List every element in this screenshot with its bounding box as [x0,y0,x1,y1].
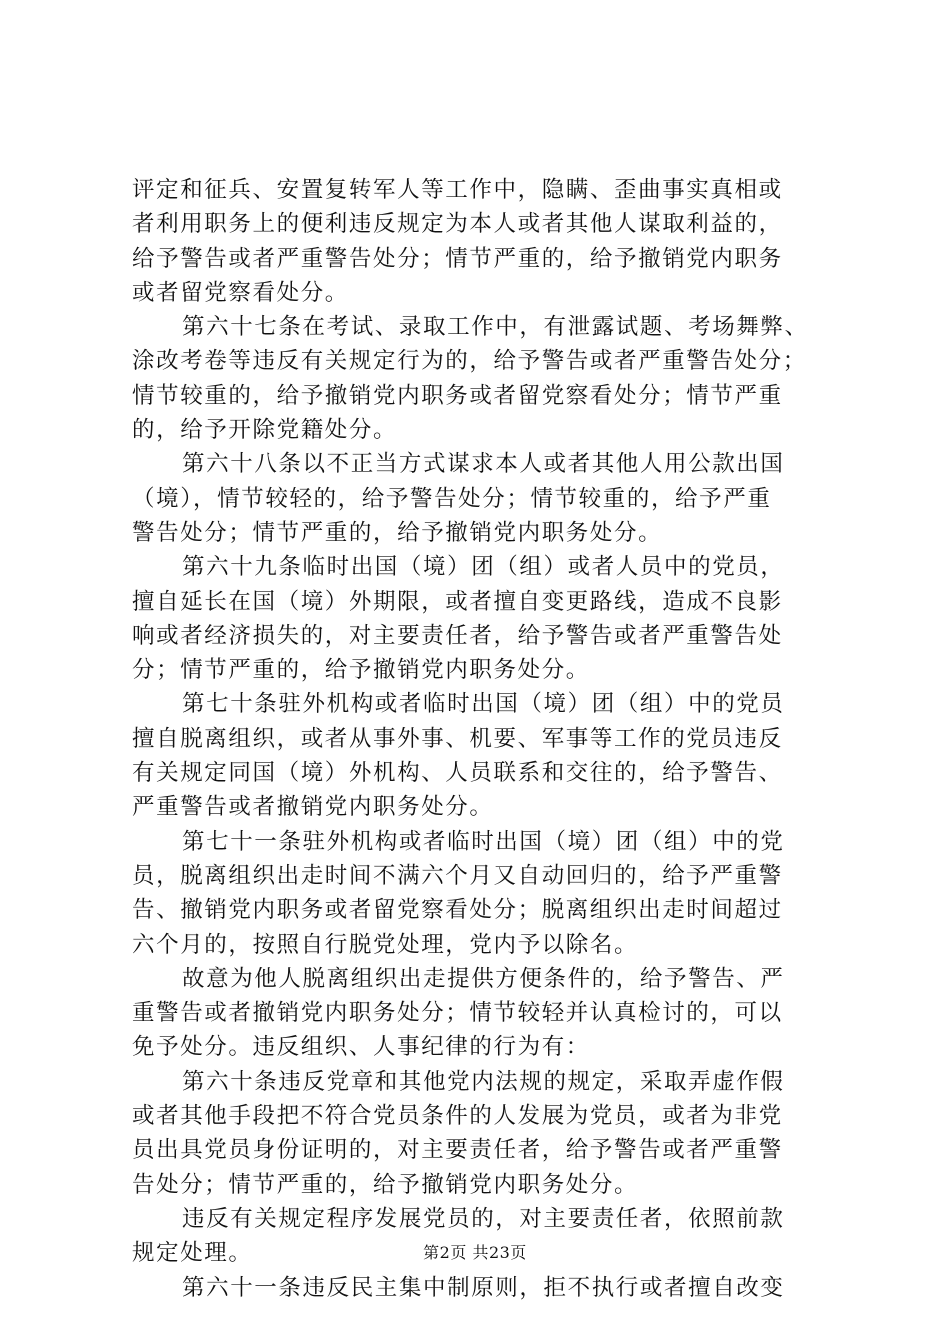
text-line: 评定和征兵、安置复转军人等工作中，隐瞒、歪曲事实真相或 [132,177,783,203]
page-number-footer: 第2页 共23页 [423,1243,527,1262]
text-line: 第六十一条违反民主集中制原则，拒不执行或者擅自改变 [182,1274,785,1301]
paragraph [132,687,828,824]
text-line: 分；情节严重的，给予撤销党内职务处分。 [132,657,590,684]
paragraph [132,962,828,1065]
paragraph [132,310,828,447]
text-line: 擅自延长在国（境）外期限，或者擅自变更路线，造成不良影 [132,588,783,615]
paragraph [132,447,828,550]
document-body [132,173,828,1305]
text-line: 第六十七条在考试、录取工作中，有泄露试题、考场舞弊、 [182,314,809,341]
text-line: 响或者经济损失的，对主要责任者，给予警告或者严重警告处 [132,622,783,649]
paragraph [132,173,828,310]
text-line: 涂改考卷等违反有关规定行为的，给予警告或者严重警告处分； [132,348,807,375]
text-line: 重警告或者撤销党内职务处分；情节较轻并认真检讨的，可以 [132,1000,783,1027]
text-line: 情节较重的，给予撤销党内职务或者留党察看处分；情节严重 [132,382,783,409]
text-line: 或者留党察看处分。 [132,279,349,306]
text-line: 或者其他手段把不符合党员条件的人发展为党员，或者为非党 [132,1103,783,1130]
text-line: 员出具党员身份证明的，对主要责任者，给予警告或者严重警 [132,1137,783,1164]
text-line: 给予警告或者严重警告处分；情节严重的，给予撤销党内职务 [132,245,783,272]
paragraph [132,825,828,962]
text-line: 免予处分。违反组织、人事纪律的行为有： [132,1034,590,1061]
text-line: 告处分；情节严重的，给予撤销党内职务处分。 [132,1171,639,1198]
text-line: 违反有关规定程序发展党员的，对主要责任者，依照前款 [182,1205,785,1232]
paragraph [132,550,828,687]
text-line: 第七十条驻外机构或者临时出国（境）团（组）中的党员 [182,691,785,718]
text-line: 告、撤销党内职务或者留党察看处分；脱离组织出走时间超过 [132,897,783,924]
text-line: 者利用职务上的便利违反规定为本人或者其他人谋取利益的， [132,211,783,238]
text-line: 擅自脱离组织，或者从事外事、机要、军事等工作的党员违反 [132,725,783,752]
text-line: 第六十九条临时出国（境）团（组）或者人员中的党员， [182,554,785,581]
text-line: 第六十八条以不正当方式谋求本人或者其他人用公款出国 [182,451,785,478]
text-line: 严重警告或者撤销党内职务处分。 [132,794,494,821]
paragraph [132,1065,828,1202]
text-line: 六个月的，按照自行脱党处理，党内予以除名。 [132,931,639,958]
text-line: 第六十条违反党章和其他党内法规的规定，采取弄虚作假 [182,1068,785,1095]
text-line: 有关规定同国（境）外机构、人员联系和交往的，给予警告、 [132,760,783,787]
text-line: 故意为他人脱离组织出走提供方便条件的，给予警告、严 [182,965,785,992]
paragraph [132,1271,828,1305]
text-line: 规定处理。 [132,1240,253,1267]
text-line: 员，脱离组织出走时间不满六个月又自动回归的，给予严重警 [132,862,783,889]
text-line: （境），情节较轻的，给予警告处分；情节较重的，给予严重 [132,485,772,512]
text-line: 的，给予开除党籍处分。 [132,417,398,444]
text-line: 警告处分；情节严重的，给予撤销党内职务处分。 [132,519,663,546]
text-line: 第七十一条驻外机构或者临时出国（境）团（组）中的党 [182,828,785,855]
